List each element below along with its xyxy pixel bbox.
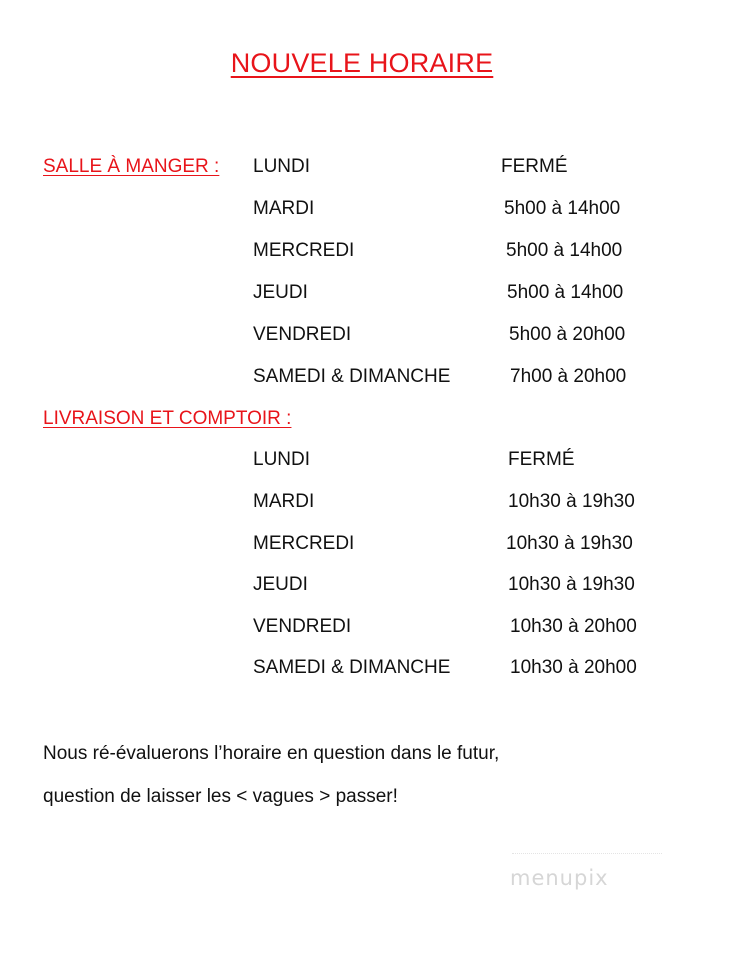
note-line-2: question de laisser les < vagues > passer! (43, 786, 398, 807)
schedule-row (0, 366, 744, 392)
note-line-1: Nous ré-évaluerons l’horaire en question dans le futur, (43, 743, 500, 764)
day-label: LUNDI (253, 156, 311, 177)
hours-value: 7h00 à 20h00 (510, 366, 627, 387)
day-label: VENDREDI (253, 324, 352, 345)
schedule-row (0, 282, 744, 308)
day-label: JEUDI (253, 282, 308, 303)
day-label: SAMEDI & DIMANCHE (253, 366, 451, 387)
section-label-dining-room: SALLE À MANGER : (43, 156, 220, 177)
hours-value: 10h30 à 19h30 (506, 533, 633, 554)
schedule-row (0, 198, 744, 224)
section-label-delivery-counter: LIVRAISON ET COMPTOIR : (43, 408, 292, 429)
schedule-row (0, 156, 744, 182)
hours-value: 10h30 à 20h00 (510, 616, 637, 637)
hours-value: 10h30 à 19h30 (508, 491, 635, 512)
hours-value: 5h00 à 14h00 (504, 198, 621, 219)
day-label: SAMEDI & DIMANCHE (253, 657, 451, 678)
hours-value: 5h00 à 14h00 (506, 240, 623, 261)
day-label: MARDI (253, 198, 315, 219)
hours-value: FERMÉ (501, 156, 568, 177)
day-label: MERCREDI (253, 533, 355, 554)
hours-value: FERMÉ (508, 449, 575, 470)
schedule-row (0, 657, 744, 683)
day-label: MERCREDI (253, 240, 355, 261)
schedule-row (0, 616, 744, 642)
day-label: LUNDI (253, 449, 311, 470)
day-label: JEUDI (253, 574, 308, 595)
day-label: MARDI (253, 491, 315, 512)
watermark-logo: menupix (510, 866, 609, 890)
hours-value: 10h30 à 20h00 (510, 657, 637, 678)
page-title: NOUVELE HORAIRE (230, 48, 494, 78)
schedule-row (0, 240, 744, 266)
watermark-divider (512, 853, 662, 854)
schedule-row (0, 324, 744, 350)
day-label: VENDREDI (253, 616, 352, 637)
hours-value: 5h00 à 14h00 (507, 282, 624, 303)
schedule-row (0, 449, 744, 475)
hours-value: 5h00 à 20h00 (509, 324, 626, 345)
schedule-row (0, 533, 744, 559)
schedule-row (0, 491, 744, 517)
hours-value: 10h30 à 19h30 (508, 574, 635, 595)
schedule-row (0, 574, 744, 600)
